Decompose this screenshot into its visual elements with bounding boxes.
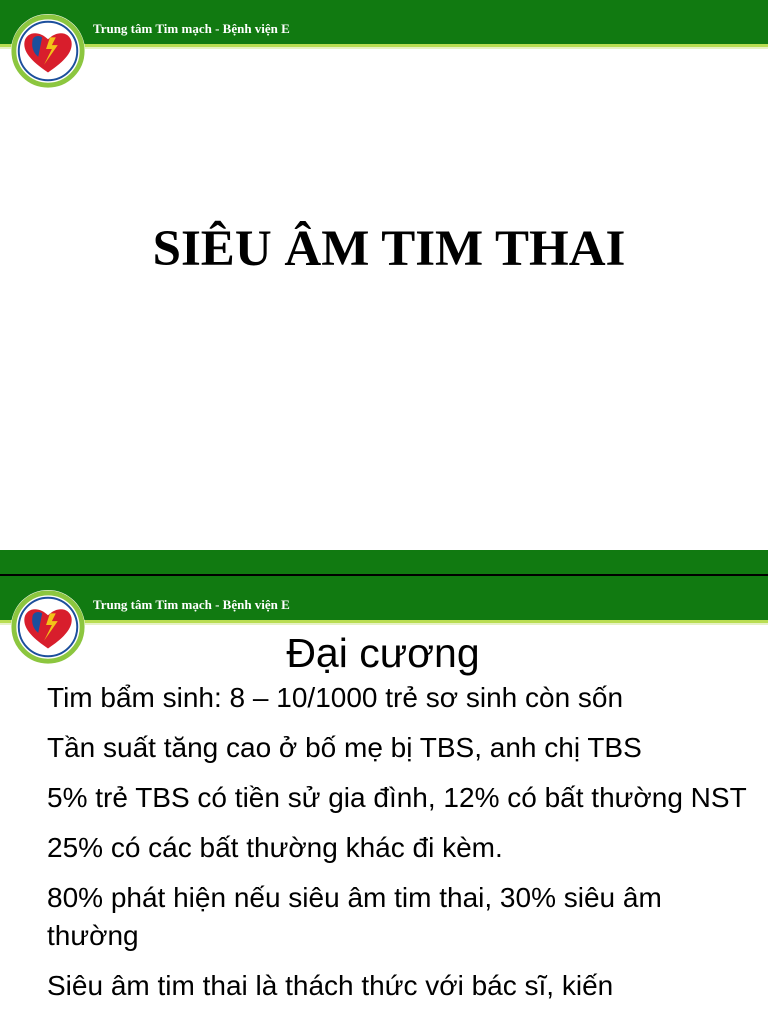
header-accent-line-light [0,623,768,625]
bullet-item: Tim bẩm sinh: 8 – 10/1000 trẻ sơ sinh còn sốn [47,682,624,713]
content-slide [0,576,768,1024]
header-text: Trung tâm Tim mạch - Bệnh viện E [93,21,290,36]
heart-hospital-logo-icon [9,12,87,90]
header-accent-line-light [0,47,768,49]
header-text: Trung tâm Tim mạch - Bệnh viện E [93,597,290,612]
bullet-item: 25% có các bất thường khác đi kèm. [47,832,503,863]
bullet-item: Tần suất tăng cao ở bố mẹ bị TBS, anh chị TBS [47,732,642,763]
slide-title: SIÊU ÂM TIM THAI [152,221,626,277]
bullet-list [47,679,747,1017]
slide-title: Đại cương [286,630,480,676]
bullet-item: Siêu âm tim thai là thách thức với bác sĩ, kiến [47,970,614,1001]
bullet-item: 80% phát hiện nếu siêu âm tim thai, 30% siêu âm thường [47,882,662,951]
footer-bar [0,550,768,574]
bullet-item: 5% trẻ TBS có tiền sử gia đình, 12% có bất thường NST [47,782,747,813]
